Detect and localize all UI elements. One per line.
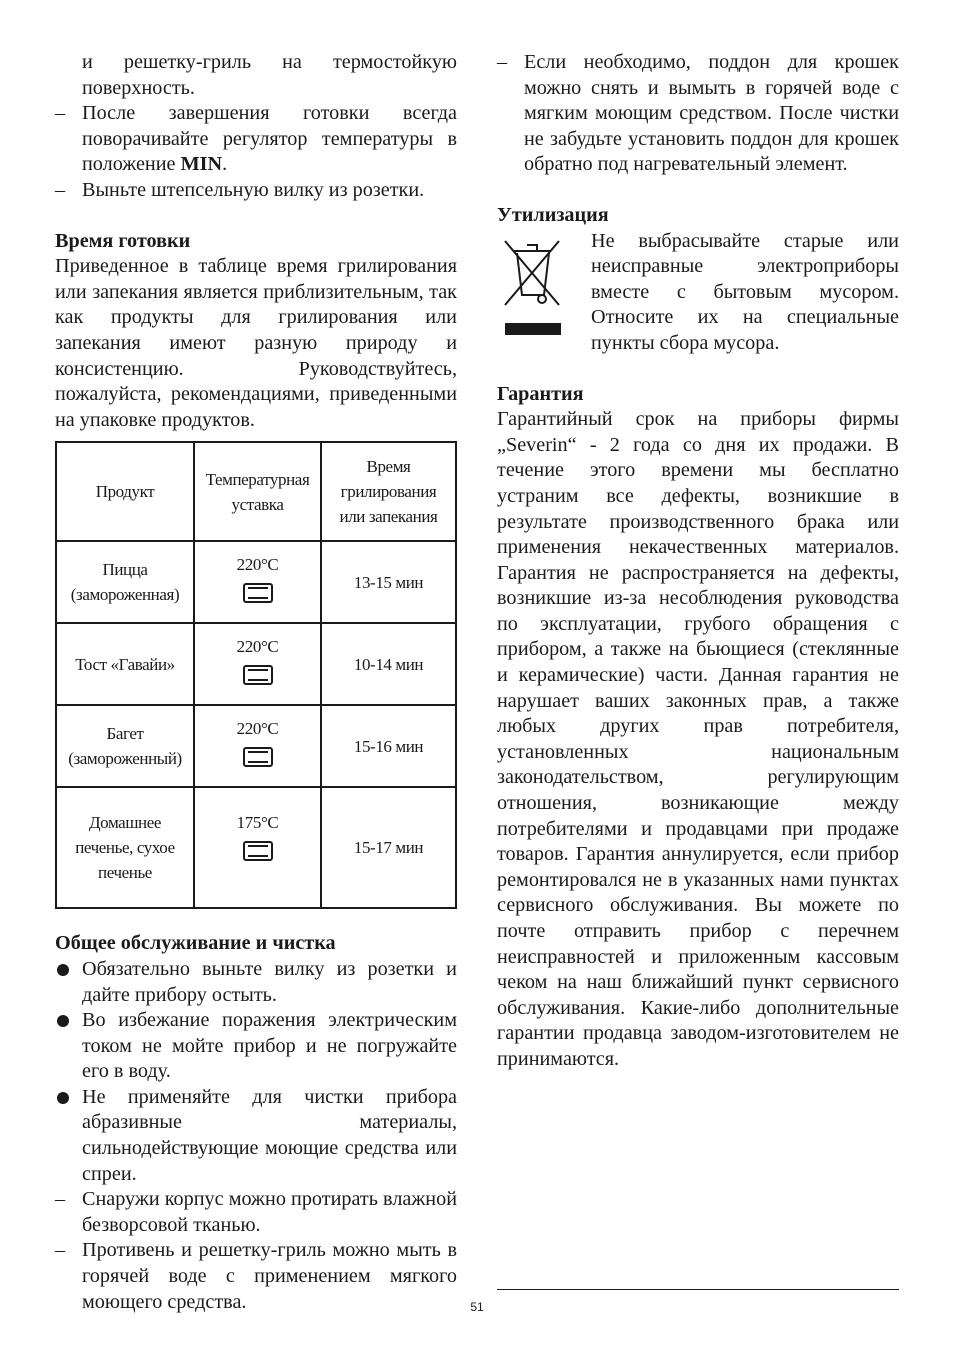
temperature-value: 175°C (236, 813, 279, 833)
section-heading-cook-time: Время готовки (55, 229, 191, 252)
dash-marker: – (497, 51, 508, 73)
list-item-text: Если необходимо, поддон для крошек можно снять и вымыть в горячей воде с мягким моющим средством. После чистки не забудьте установить поддон для крошек обратно под нагревательный элемент. (524, 51, 899, 176)
list-item (55, 1187, 457, 1238)
temperature-cell (194, 541, 321, 623)
list-item-crumb-tray (497, 50, 899, 178)
table-row (56, 787, 456, 908)
product-cell: Тост «Гавайи» (56, 623, 194, 705)
intro-continuation: и решетку-гриль на термостойкую поверхность. (82, 51, 457, 99)
section-heading-disposal: Утилизация (497, 203, 609, 226)
list-item (55, 1008, 457, 1085)
list-item (55, 1085, 457, 1187)
time-cell: 10-14 мин (321, 623, 456, 705)
section-heading-care: Общее обслуживание и чистка (55, 932, 336, 955)
list-item-text: Выньте штепсельную вилку из розетки. (82, 178, 425, 201)
bullet-icon (57, 1092, 69, 1104)
list-item-text: После завершения готовки всегда поворачивайте регулятор температуры в положение (82, 102, 457, 176)
warranty-paragraph: Гарантийный срок на приборы фирмы „Severin“ - 2 года со дня их продажи. В течение этого времени мы бесплатно устраним все дефекты, возникшие в результате производственного брака или применения некачественных материалов. Гарантия не распространяется на дефекты, возникшие из-за несоблюдения руководства по эксплуатации, грубого обращения с прибором, а также на бьющиеся (стеклянные и керамические) части. Данная гарантия не нарушает ваших законных прав, а также любых других прав потребителя, установленных национальным законодательством, регулирующим отношения, возникающие между потребителями и продавцами при продаже товаров. Гарантия аннулируется, если прибор ремонтировался не в указанных нами пунктах сервисного обслуживания. Вы можете по почте отправить прибор с перечнем неисправностей и приложенным кассовым чеком на наш ближайший пункт сервисного обслуживания. Какие-либо дополнительные гарантии продавца заводом-изготовителем не принимаются. (497, 408, 899, 1070)
spacer (497, 178, 899, 203)
temperature-value: 220°C (236, 719, 279, 739)
list-item-text: Снаружи корпус можно протирать влажной безворсовой тканью. (82, 1188, 457, 1236)
disposal-paragraph: Не выбрасывайте старые или неисправные электроприборы вместе с бытовым мусором. Относите их на специальные пункты сбора мусора. (591, 229, 899, 354)
time-cell: 13-15 мин (321, 541, 456, 623)
table-row (56, 541, 456, 623)
footer-divider (497, 1289, 899, 1290)
oven-top-bottom-heat-icon (243, 841, 273, 861)
table-header-row (56, 442, 456, 541)
table-header-cell: Температурная уставка (194, 442, 321, 541)
dash-marker: – (55, 102, 66, 125)
oven-top-bottom-heat-icon (243, 747, 273, 767)
right-column (497, 50, 899, 1073)
section-heading-warranty: Гарантия (497, 382, 584, 405)
temperature-cell (194, 787, 321, 908)
list-item-min (55, 101, 457, 178)
crossed-out-wheelie-bin-icon (497, 233, 567, 341)
spacer (55, 204, 457, 229)
dash-marker: – (55, 178, 66, 201)
disposal-block (497, 229, 899, 357)
spacer (497, 357, 899, 382)
dash-marker: – (55, 1188, 66, 1211)
dash-marker: – (55, 1239, 66, 1262)
cook-time-paragraph: Приведенное в таблице время грилирования или запекания является приблизительным, так как продукты для грилирования или запекания имеют разную природу и консистенцию. Руководствуйтесь, пожалуйста, рекомендациями, приведенными на упаковке продуктов. (55, 255, 457, 431)
table-header-cell: Время грилирования или запекания (321, 442, 456, 541)
oven-top-bottom-heat-icon (243, 665, 273, 685)
table-row (56, 623, 456, 705)
list-item-text: Обязательно выньте вилку из розетки и дайте прибору остыть. (82, 957, 457, 1006)
bullet-icon (57, 964, 69, 976)
page-number: 51 (470, 1300, 484, 1314)
temperature-cell (194, 623, 321, 705)
product-cell: Пицца (замороженная) (56, 541, 194, 623)
time-cell: 15-16 мин (321, 705, 456, 787)
product-cell: Домашнее печенье, сухое печенье (56, 787, 194, 908)
product-cell: Багет (замороженный) (56, 705, 194, 787)
min-label: MIN (180, 153, 223, 176)
oven-top-bottom-heat-icon (243, 583, 273, 603)
table-header-cell: Продукт (56, 442, 194, 541)
list-item (55, 957, 457, 1008)
list-item-unplug (55, 178, 457, 204)
table-row (56, 705, 456, 787)
cooking-times-table (55, 441, 457, 909)
list-item-text-end: . (222, 153, 228, 176)
list-item-text: Во избежание поражения электрическим током не мойте прибор и не погружайте его в воду. (82, 1009, 457, 1083)
time-cell: 15-17 мин (321, 787, 456, 908)
temperature-value: 220°C (236, 555, 279, 575)
list-item-text: Противень и решетку-гриль можно мыть в горячей воде с применением мягкого моющего средства. (82, 1239, 457, 1313)
list-item (55, 1238, 457, 1315)
left-column (55, 50, 457, 1315)
list-item-text: Не применяйте для чистки прибора абразивные материалы, сильнодействующие моющие средства или спреи. (82, 1085, 457, 1185)
bullet-icon (57, 1015, 69, 1027)
temperature-value: 220°C (236, 637, 279, 657)
temperature-cell (194, 705, 321, 787)
